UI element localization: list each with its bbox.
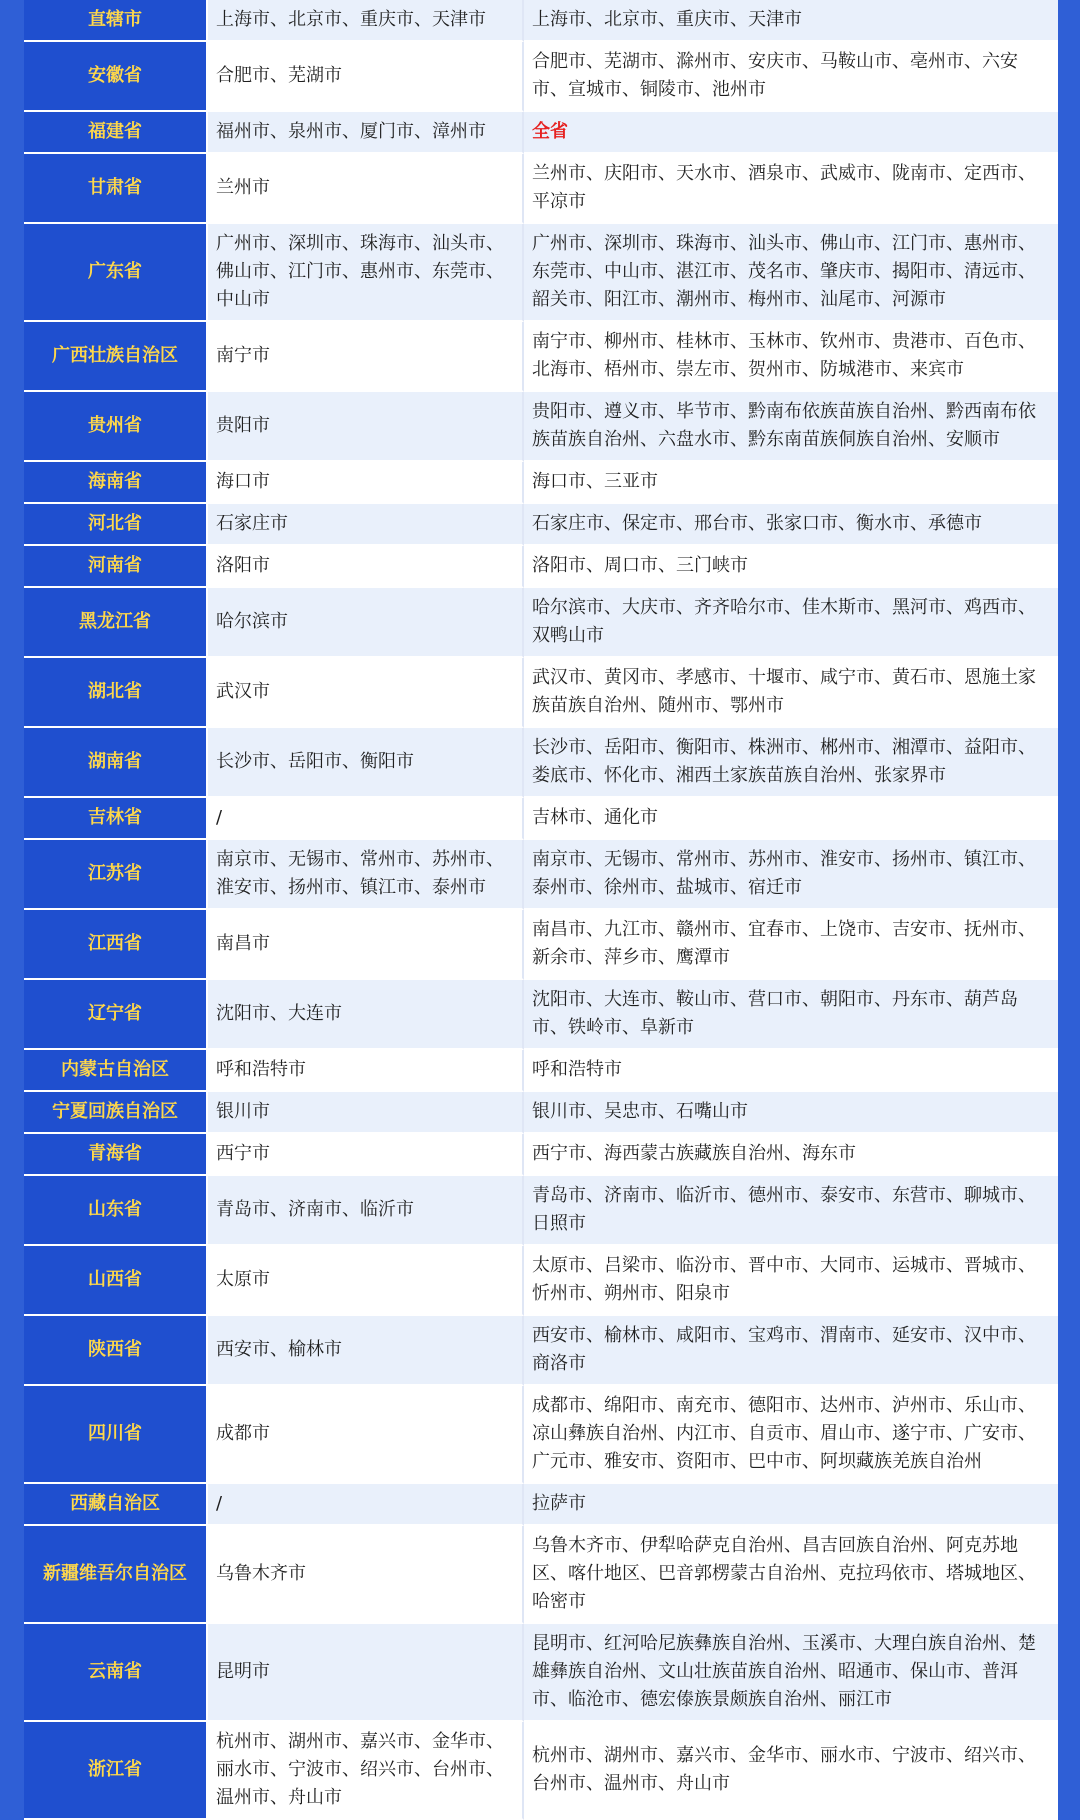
province-cell: 宁夏回族自治区 xyxy=(24,1092,208,1134)
cities-cell-extended-text: 南京市、无锡市、常州市、苏州市、淮安市、扬州市、镇江市、泰州市、徐州市、盐城市、宿迁市 xyxy=(532,849,1036,898)
cities-cell-primary: / xyxy=(208,798,524,840)
cities-cell-extended xyxy=(524,1134,1058,1176)
cities-cell-extended-text: 乌鲁木齐市、伊犁哈萨克自治州、昌吉回族自治州、阿克苏地区、喀什地区、巴音郭楞蒙古自治州、克拉玛依市、塔城地区、哈密市 xyxy=(532,1535,1036,1612)
cities-cell-extended-text: 合肥市、芜湖市、滁州市、安庆市、马鞍山市、亳州市、六安市、宣城市、铜陵市、池州市 xyxy=(532,51,1018,100)
table-row xyxy=(24,1386,1058,1484)
cities-cell-extended xyxy=(524,1624,1058,1722)
province-cell: 福建省 xyxy=(24,112,208,154)
cities-cell-extended-text: 拉萨市 xyxy=(532,1493,586,1514)
cities-cell-primary: 青岛市、济南市、临沂市 xyxy=(208,1176,524,1246)
province-cell: 西藏自治区 xyxy=(24,1484,208,1526)
cities-cell-extended xyxy=(524,392,1058,462)
table-row xyxy=(24,1624,1058,1722)
cities-cell-primary: 福州市、泉州市、厦门市、漳州市 xyxy=(208,112,524,154)
cities-cell-primary: 兰州市 xyxy=(208,154,524,224)
cities-cell-extended-text: 海口市、三亚市 xyxy=(532,471,658,492)
cities-cell-primary: 昆明市 xyxy=(208,1624,524,1722)
cities-cell-primary: 南昌市 xyxy=(208,910,524,980)
province-cell: 河北省 xyxy=(24,504,208,546)
cities-cell-primary: 洛阳市 xyxy=(208,546,524,588)
cities-cell-extended-text: 上海市、北京市、重庆市、天津市 xyxy=(532,9,802,30)
province-cell: 直辖市 xyxy=(24,0,208,42)
table-row xyxy=(24,910,1058,980)
cities-cell-extended-text: 长沙市、岳阳市、衡阳市、株洲市、郴州市、湘潭市、益阳市、娄底市、怀化市、湘西土家族苗族自治州、张家界市 xyxy=(532,737,1036,786)
table-row xyxy=(24,224,1058,322)
cities-cell-extended-text: 西宁市、海西蒙古族藏族自治州、海东市 xyxy=(532,1143,856,1164)
province-cell: 广东省 xyxy=(24,224,208,322)
cities-cell-extended-text: 西安市、榆林市、咸阳市、宝鸡市、渭南市、延安市、汉中市、商洛市 xyxy=(532,1325,1036,1374)
cities-cell-extended xyxy=(524,42,1058,112)
table-row xyxy=(24,112,1058,154)
cities-cell-extended-text: 洛阳市、周口市、三门峡市 xyxy=(532,555,748,576)
table-row xyxy=(24,392,1058,462)
province-cell: 陕西省 xyxy=(24,1316,208,1386)
table-row xyxy=(24,462,1058,504)
cities-cell-extended-text: 银川市、吴忠市、石嘴山市 xyxy=(532,1101,748,1122)
province-cell: 四川省 xyxy=(24,1386,208,1484)
cities-cell-extended xyxy=(524,1050,1058,1092)
province-cell: 吉林省 xyxy=(24,798,208,840)
table-row xyxy=(24,1484,1058,1526)
cities-cell-extended xyxy=(524,910,1058,980)
cities-cell-extended xyxy=(524,462,1058,504)
province-cell: 河南省 xyxy=(24,546,208,588)
cities-cell-extended-text: 昆明市、红河哈尼族彝族自治州、玉溪市、大理白族自治州、楚雄彝族自治州、文山壮族苗族自治州、昭通市、保山市、普洱市、临沧市、德宏傣族景颇族自治州、丽江市 xyxy=(532,1633,1036,1710)
cities-cell-primary: 乌鲁木齐市 xyxy=(208,1526,524,1624)
cities-cell-extended-text: 贵阳市、遵义市、毕节市、黔南布依族苗族自治州、黔西南布依族苗族自治州、六盘水市、黔东南苗族侗族自治州、安顺市 xyxy=(532,401,1036,450)
table-row xyxy=(24,1316,1058,1386)
table-body xyxy=(24,0,1058,1820)
cities-cell-extended-text: 成都市、绵阳市、南充市、德阳市、达州市、泸州市、乐山市、凉山彝族自治州、内江市、自贡市、眉山市、遂宁市、广安市、广元市、雅安市、资阳市、巴中市、阿坝藏族羌族自治州 xyxy=(532,1395,1036,1472)
cities-cell-primary: 银川市 xyxy=(208,1092,524,1134)
province-cell: 广西壮族自治区 xyxy=(24,322,208,392)
cities-cell-primary: 广州市、深圳市、珠海市、汕头市、佛山市、江门市、惠州市、东莞市、中山市 xyxy=(208,224,524,322)
cities-cell-primary: 合肥市、芜湖市 xyxy=(208,42,524,112)
cities-cell-extended xyxy=(524,840,1058,910)
province-cell: 海南省 xyxy=(24,462,208,504)
table-row xyxy=(24,588,1058,658)
table-row xyxy=(24,42,1058,112)
cities-cell-extended-text: 石家庄市、保定市、邢台市、张家口市、衡水市、承德市 xyxy=(532,513,982,534)
city-coverage-table-container xyxy=(24,0,1058,1808)
cities-cell-primary: 石家庄市 xyxy=(208,504,524,546)
cities-cell-primary: 太原市 xyxy=(208,1246,524,1316)
cities-cell-extended xyxy=(524,1526,1058,1624)
cities-cell-extended-text: 杭州市、湖州市、嘉兴市、金华市、丽水市、宁波市、绍兴市、台州市、温州市、舟山市 xyxy=(532,1745,1036,1794)
cities-cell-extended-text: 兰州市、庆阳市、天水市、酒泉市、武威市、陇南市、定西市、平凉市 xyxy=(532,163,1036,212)
province-cell: 江西省 xyxy=(24,910,208,980)
cities-cell-primary: 杭州市、湖州市、嘉兴市、金华市、丽水市、宁波市、绍兴市、台州市、温州市、舟山市 xyxy=(208,1722,524,1820)
city-coverage-table xyxy=(24,0,1058,1820)
cities-cell-extended xyxy=(524,798,1058,840)
table-row xyxy=(24,0,1058,42)
cities-cell-primary: 成都市 xyxy=(208,1386,524,1484)
table-row xyxy=(24,154,1058,224)
province-cell: 安徽省 xyxy=(24,42,208,112)
cities-cell-extended xyxy=(524,1722,1058,1820)
province-cell: 江苏省 xyxy=(24,840,208,910)
cities-cell-extended xyxy=(524,0,1058,42)
cities-cell-extended-text: 南宁市、柳州市、桂林市、玉林市、钦州市、贵港市、百色市、北海市、梧州市、崇左市、贺州市、防城港市、来宾市 xyxy=(532,331,1036,380)
table-row xyxy=(24,1722,1058,1820)
cities-cell-extended xyxy=(524,728,1058,798)
province-cell: 辽宁省 xyxy=(24,980,208,1050)
table-row xyxy=(24,1050,1058,1092)
province-cell: 湖北省 xyxy=(24,658,208,728)
table-row xyxy=(24,1134,1058,1176)
cities-cell-extended-text: 沈阳市、大连市、鞍山市、营口市、朝阳市、丹东市、葫芦岛市、铁岭市、阜新市 xyxy=(532,989,1018,1038)
cities-cell-primary: 南宁市 xyxy=(208,322,524,392)
table-row xyxy=(24,980,1058,1050)
cities-cell-extended-text: 呼和浩特市 xyxy=(532,1059,622,1080)
cities-cell-extended xyxy=(524,1316,1058,1386)
cities-cell-primary: 呼和浩特市 xyxy=(208,1050,524,1092)
table-row xyxy=(24,322,1058,392)
cities-cell-extended-text: 广州市、深圳市、珠海市、汕头市、佛山市、江门市、惠州市、东莞市、中山市、湛江市、茂名市、肇庆市、揭阳市、清远市、韶关市、阳江市、潮州市、梅州市、汕尾市、河源市 xyxy=(532,233,1036,310)
table-row xyxy=(24,1176,1058,1246)
cities-cell-primary: 海口市 xyxy=(208,462,524,504)
province-cell: 黑龙江省 xyxy=(24,588,208,658)
cities-cell-primary: / xyxy=(208,1484,524,1526)
cities-cell-extended-text: 吉林市、通化市 xyxy=(532,807,658,828)
cities-cell-extended xyxy=(524,588,1058,658)
cities-cell-extended xyxy=(524,224,1058,322)
table-row xyxy=(24,840,1058,910)
cities-cell-extended-text: 南昌市、九江市、赣州市、宜春市、上饶市、吉安市、抚州市、新余市、萍乡市、鹰潭市 xyxy=(532,919,1036,968)
cities-cell-primary: 西安市、榆林市 xyxy=(208,1316,524,1386)
cities-cell-primary: 哈尔滨市 xyxy=(208,588,524,658)
cities-cell-extended xyxy=(524,154,1058,224)
province-cell: 浙江省 xyxy=(24,1722,208,1820)
cities-cell-primary: 贵阳市 xyxy=(208,392,524,462)
province-cell: 内蒙古自治区 xyxy=(24,1050,208,1092)
cities-cell-primary: 长沙市、岳阳市、衡阳市 xyxy=(208,728,524,798)
cities-cell-extended xyxy=(524,322,1058,392)
cities-cell-extended xyxy=(524,1386,1058,1484)
cities-cell-extended-text: 太原市、吕梁市、临汾市、晋中市、大同市、运城市、晋城市、忻州市、朔州市、阳泉市 xyxy=(532,1255,1036,1304)
province-cell: 青海省 xyxy=(24,1134,208,1176)
cities-cell-extended-text: 哈尔滨市、大庆市、齐齐哈尔市、佳木斯市、黑河市、鸡西市、双鸭山市 xyxy=(532,597,1036,646)
province-cell: 新疆维吾尔自治区 xyxy=(24,1526,208,1624)
cities-cell-extended xyxy=(524,1246,1058,1316)
table-row xyxy=(24,1526,1058,1624)
province-cell: 湖南省 xyxy=(24,728,208,798)
table-row xyxy=(24,1092,1058,1134)
table-row xyxy=(24,728,1058,798)
table-row xyxy=(24,1246,1058,1316)
cities-cell-extended xyxy=(524,658,1058,728)
province-cell: 贵州省 xyxy=(24,392,208,462)
cities-cell-extended xyxy=(524,112,1058,154)
cities-cell-extended-text: 全省 xyxy=(532,121,568,142)
province-cell: 山西省 xyxy=(24,1246,208,1316)
cities-cell-primary: 上海市、北京市、重庆市、天津市 xyxy=(208,0,524,42)
table-row xyxy=(24,504,1058,546)
cities-cell-extended xyxy=(524,980,1058,1050)
table-row xyxy=(24,546,1058,588)
province-cell: 山东省 xyxy=(24,1176,208,1246)
cities-cell-primary: 南京市、无锡市、常州市、苏州市、淮安市、扬州市、镇江市、泰州市 xyxy=(208,840,524,910)
cities-cell-extended xyxy=(524,504,1058,546)
cities-cell-extended-text: 青岛市、济南市、临沂市、德州市、泰安市、东营市、聊城市、日照市 xyxy=(532,1185,1036,1234)
cities-cell-primary: 武汉市 xyxy=(208,658,524,728)
cities-cell-extended xyxy=(524,1484,1058,1526)
province-cell: 云南省 xyxy=(24,1624,208,1722)
cities-cell-extended xyxy=(524,1092,1058,1134)
table-row xyxy=(24,798,1058,840)
cities-cell-extended xyxy=(524,1176,1058,1246)
table-row xyxy=(24,658,1058,728)
cities-cell-extended xyxy=(524,546,1058,588)
cities-cell-primary: 西宁市 xyxy=(208,1134,524,1176)
province-cell: 甘肃省 xyxy=(24,154,208,224)
cities-cell-primary: 沈阳市、大连市 xyxy=(208,980,524,1050)
cities-cell-extended-text: 武汉市、黄冈市、孝感市、十堰市、咸宁市、黄石市、恩施土家族苗族自治州、随州市、鄂州市 xyxy=(532,667,1036,716)
